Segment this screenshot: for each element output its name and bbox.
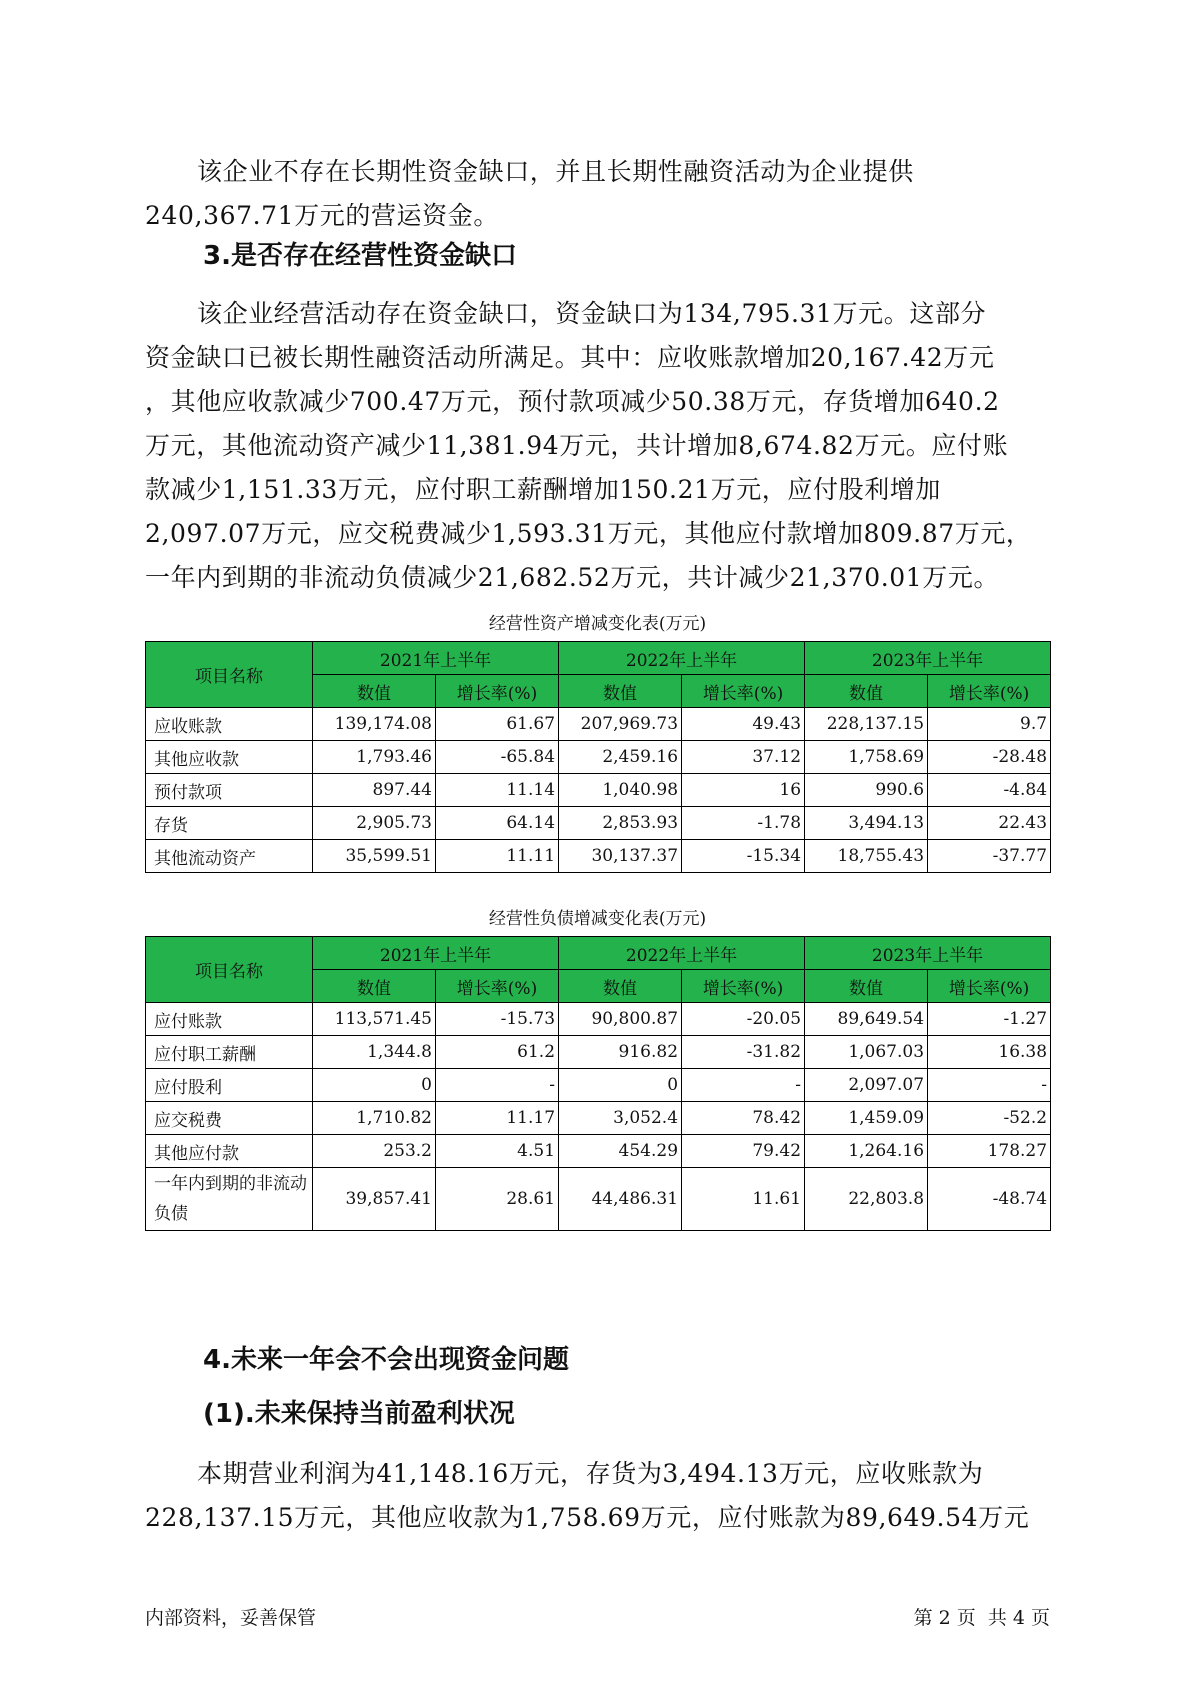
value-cell: 1,040.98 <box>559 774 682 807</box>
rate-cell: -1.78 <box>682 807 805 840</box>
value-cell: 2,853.93 <box>559 807 682 840</box>
value-cell: 2,905.73 <box>313 807 436 840</box>
value-cell: 2,097.07 <box>805 1069 928 1102</box>
value-cell: 113,571.45 <box>313 1003 436 1036</box>
rate-cell: -48.74 <box>928 1168 1051 1231</box>
table-caption-liabilities: 经营性负债增减变化表(万元) <box>488 909 707 929</box>
rate-header: 增长率(%) <box>436 970 559 1003</box>
value-header: 数值 <box>313 675 436 708</box>
subsection-heading-4-1: (1).未来保持当前盈利状况 <box>203 1399 515 1429</box>
rate-cell: 11.17 <box>436 1102 559 1135</box>
value-cell: 22,803.8 <box>805 1168 928 1231</box>
value-cell: 1,710.82 <box>313 1102 436 1135</box>
value-cell: 1,067.03 <box>805 1036 928 1069</box>
value-header: 数值 <box>313 970 436 1003</box>
paragraph-operating-gap <box>145 292 1045 600</box>
value-cell: 39,857.41 <box>313 1168 436 1231</box>
paragraph-line: 本期营业利润为41,148.16万元，存货为3,494.13万元，应收账款为 <box>197 1459 984 1488</box>
row-name: 存货 <box>146 807 313 840</box>
paragraph-line: ，其他应收款减少700.47万元，预付款项减少50.38万元，存货增加640.2 <box>145 387 1000 416</box>
row-name: 应交税费 <box>146 1102 313 1135</box>
value-cell: 897.44 <box>313 774 436 807</box>
value-cell: 1,758.69 <box>805 741 928 774</box>
row-name: 应收账款 <box>146 708 313 741</box>
item-name-header: 项目名称 <box>146 642 313 708</box>
rate-cell: 22.43 <box>928 807 1051 840</box>
rate-cell: -65.84 <box>436 741 559 774</box>
value-cell: 990.6 <box>805 774 928 807</box>
rate-header: 增长率(%) <box>928 675 1051 708</box>
value-cell: 1,264.16 <box>805 1135 928 1168</box>
rate-cell: -31.82 <box>682 1036 805 1069</box>
table-row <box>146 1069 1051 1102</box>
rate-header: 增长率(%) <box>682 970 805 1003</box>
rate-cell: 37.12 <box>682 741 805 774</box>
rate-cell: 61.2 <box>436 1036 559 1069</box>
operating-liabilities-table <box>145 936 1051 1231</box>
value-cell: 2,459.16 <box>559 741 682 774</box>
value-cell: 35,599.51 <box>313 840 436 873</box>
rate-cell: 61.67 <box>436 708 559 741</box>
value-header: 数值 <box>805 970 928 1003</box>
value-cell: 89,649.54 <box>805 1003 928 1036</box>
value-cell: 90,800.87 <box>559 1003 682 1036</box>
rate-cell: 64.14 <box>436 807 559 840</box>
item-name-header: 项目名称 <box>146 937 313 1003</box>
table-row <box>146 741 1051 774</box>
value-cell: 30,137.37 <box>559 840 682 873</box>
rate-cell: 11.61 <box>682 1168 805 1231</box>
rate-cell: -4.84 <box>928 774 1051 807</box>
period-header: 2021年上半年 <box>313 642 559 675</box>
value-cell: 3,494.13 <box>805 807 928 840</box>
paragraph-line: 资金缺口已被长期性融资活动所满足。其中：应收账款增加20,167.42万元 <box>145 343 995 372</box>
rate-header: 增长率(%) <box>436 675 559 708</box>
rate-cell: 78.42 <box>682 1102 805 1135</box>
value-cell: 454.29 <box>559 1135 682 1168</box>
operating-assets-table <box>145 641 1051 873</box>
paragraph-line: 2,097.07万元，应交税费减少1,593.31万元，其他应付款增加809.87万元， <box>145 519 1032 548</box>
rate-cell: 49.43 <box>682 708 805 741</box>
value-cell: 916.82 <box>559 1036 682 1069</box>
table-row <box>146 774 1051 807</box>
value-cell: 253.2 <box>313 1135 436 1168</box>
paragraph-future-profit <box>145 1452 1045 1540</box>
rate-cell: -15.34 <box>682 840 805 873</box>
row-name: 其他应收款 <box>146 741 313 774</box>
footer-confidential-note: 内部资料，妥善保管 <box>145 1607 317 1629</box>
table-row <box>146 840 1051 873</box>
value-header: 数值 <box>805 675 928 708</box>
value-cell: 228,137.15 <box>805 708 928 741</box>
value-cell: 207,969.73 <box>559 708 682 741</box>
rate-cell: 11.11 <box>436 840 559 873</box>
rate-cell: -52.2 <box>928 1102 1051 1135</box>
row-name: 应付账款 <box>146 1003 313 1036</box>
row-name: 一年内到期的非流动负债 <box>146 1168 313 1231</box>
value-cell: 0 <box>559 1069 682 1102</box>
value-cell: 0 <box>313 1069 436 1102</box>
table-row <box>146 1102 1051 1135</box>
rate-header: 增长率(%) <box>682 675 805 708</box>
row-name: 应付股利 <box>146 1069 313 1102</box>
row-name: 其他流动资产 <box>146 840 313 873</box>
table-row <box>146 1168 1051 1231</box>
value-cell: 1,793.46 <box>313 741 436 774</box>
value-cell: 1,459.09 <box>805 1102 928 1135</box>
paragraph-line: 该企业经营活动存在资金缺口，资金缺口为134,795.31万元。这部分 <box>197 299 987 328</box>
paragraph-line: 款减少1,151.33万元，应付职工薪酬增加150.21万元，应付股利增加 <box>145 475 942 504</box>
table-row <box>146 1003 1051 1036</box>
rate-cell: 16.38 <box>928 1036 1051 1069</box>
rate-cell: - <box>928 1069 1051 1102</box>
footer-page-number: 第 2 页 共 4 页 <box>913 1607 1050 1629</box>
period-header: 2023年上半年 <box>805 642 1051 675</box>
paragraph-line: 228,137.15万元，其他应收款为1,758.69万元，应付账款为89,649.54万元 <box>145 1503 1030 1532</box>
value-cell: 1,344.8 <box>313 1036 436 1069</box>
value-header: 数值 <box>559 675 682 708</box>
value-header: 数值 <box>559 970 682 1003</box>
paragraph-line: 该企业不存在长期性资金缺口，并且长期性融资活动为企业提供 <box>197 157 914 186</box>
rate-cell: - <box>682 1069 805 1102</box>
rate-cell: -1.27 <box>928 1003 1051 1036</box>
rate-header: 增长率(%) <box>928 970 1051 1003</box>
period-header: 2022年上半年 <box>559 937 805 970</box>
section-heading-3: 3.是否存在经营性资金缺口 <box>203 241 517 271</box>
rate-cell: 4.51 <box>436 1135 559 1168</box>
row-name: 预付款项 <box>146 774 313 807</box>
row-name: 其他应付款 <box>146 1135 313 1168</box>
value-cell: 3,052.4 <box>559 1102 682 1135</box>
period-header: 2022年上半年 <box>559 642 805 675</box>
table-caption-assets: 经营性资产增减变化表(万元) <box>488 614 707 634</box>
rate-cell: 16 <box>682 774 805 807</box>
rate-cell: -28.48 <box>928 741 1051 774</box>
section-heading-4: 4.未来一年会不会出现资金问题 <box>203 1345 569 1375</box>
table-row <box>146 1135 1051 1168</box>
period-header: 2023年上半年 <box>805 937 1051 970</box>
paragraph-line: 一年内到期的非流动负债减少21,682.52万元，共计减少21,370.01万元。 <box>145 563 1000 592</box>
row-name: 应付职工薪酬 <box>146 1036 313 1069</box>
period-header: 2021年上半年 <box>313 937 559 970</box>
value-cell: 18,755.43 <box>805 840 928 873</box>
rate-cell: -20.05 <box>682 1003 805 1036</box>
value-cell: 139,174.08 <box>313 708 436 741</box>
table-row <box>146 708 1051 741</box>
paragraph-line: 万元，其他流动资产减少11,381.94万元，共计增加8,674.82万元。应付账 <box>145 431 1009 460</box>
rate-cell: 178.27 <box>928 1135 1051 1168</box>
rate-cell: 79.42 <box>682 1135 805 1168</box>
rate-cell: - <box>436 1069 559 1102</box>
paragraph-long-term-gap <box>145 150 1045 238</box>
rate-cell: 9.7 <box>928 708 1051 741</box>
rate-cell: -37.77 <box>928 840 1051 873</box>
rate-cell: 11.14 <box>436 774 559 807</box>
table-row <box>146 1036 1051 1069</box>
paragraph-line: 240,367.71万元的营运资金。 <box>145 201 499 230</box>
rate-cell: -15.73 <box>436 1003 559 1036</box>
rate-cell: 28.61 <box>436 1168 559 1231</box>
table-row <box>146 807 1051 840</box>
value-cell: 44,486.31 <box>559 1168 682 1231</box>
